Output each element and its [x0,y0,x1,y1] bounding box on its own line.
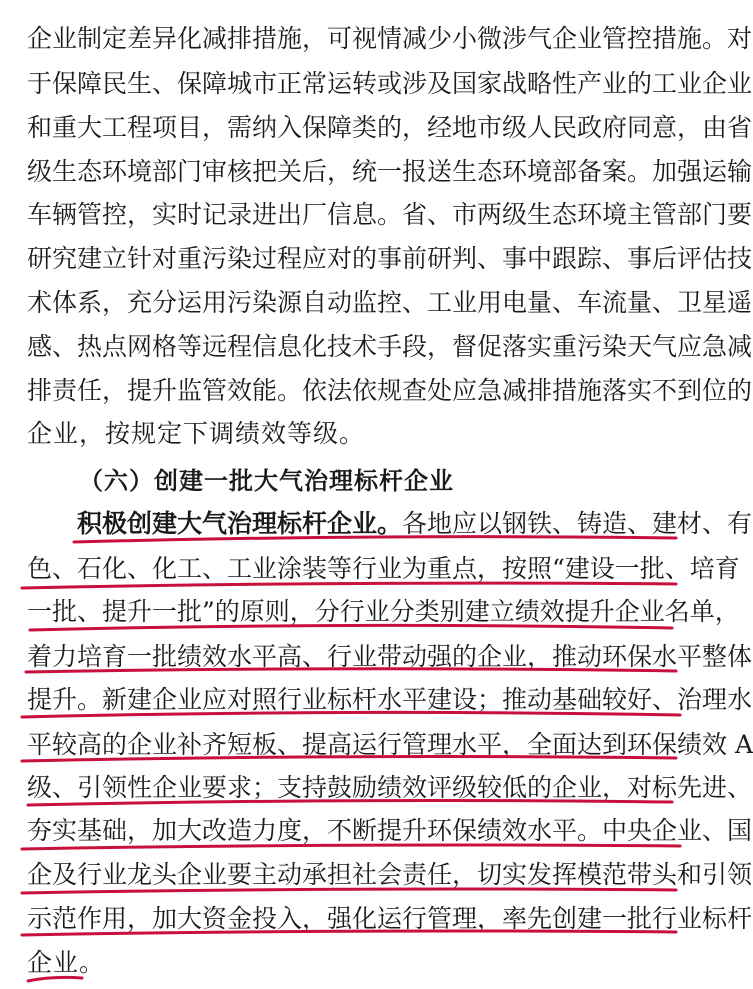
body-text-line: 术体系，充分运用污染源自动监控、工业用电量、车流量、卫星遥 [27,288,753,317]
body-text-line: 提升。新建企业应对照行业标杆水平建设；推动基础较好、治理水 [27,685,753,714]
body-text-line: 车辆管控，实时记录进出厂信息。省、市两级生态环境主管部门要 [27,200,753,229]
lead-sentence: 积极创建大气治理标杆企业。 [77,509,403,538]
body-text-line: 于保障民生、保障城市正常运转或涉及国家战略性产业的工业企业 [27,69,753,98]
body-text-line: 夯实基础，加大改造力度，不断提升环保绩效水平。中央企业、国 [27,816,753,845]
body-text-line: 企及行业龙头企业要主动承担社会责任，切实发挥模范带头和引领 [27,860,753,889]
body-text-line: 示范作用，加大资金投入，强化运行管理，率先创建一批行业标杆 [27,904,753,933]
body-text-line: 企业，按规定下调绩效等级。 [27,419,366,448]
body-text-line: 色、石化、化工、工业涂装等行业为重点，按照“建设一批、培育 [27,554,740,583]
body-text-line: 平较高的企业补齐短板、提高运行管理水平，全面达到环保绩效 A [27,730,753,759]
body-text-line: 企业。 [27,948,106,977]
body-text-line: 排责任，提升监管效能。依法依规查处应急减排措施落实不到位的 [27,376,753,405]
body-text-line: 感、热点网格等远程信息化技术手段，督促落实重污染天气应急减 [27,332,753,361]
body-text-line: 一批、提升一批”的原则，分行业分类别建立绩效提升企业名单， [27,597,740,626]
body-text-line: 企业制定差异化减排措施，可视情减少小微涉气企业管控措施。对 [27,24,753,53]
body-text-line: 级生态环境部门审核把关后，统一报送生态环境部备案。加强运输 [27,157,753,186]
body-text-line: 着力培育一批绩效水平高、行业带动强的企业，推动环保水平整体 [27,642,753,671]
section-heading: （六）创建一批大气治理标杆企业 [79,467,454,495]
body-text-line: 和重大工程项目，需纳入保障类的，经地市级人民政府同意，由省 [27,113,753,142]
body-text-line: 级、引领性企业要求；支持鼓励绩效评级较低的企业，对标先进、 [27,773,753,802]
body-text-line-first [77,504,753,544]
first-line-rest: 各地应以钢铁、铸造、建材、有 [402,509,753,538]
body-text-line: 研究建立针对重污染过程应对的事前研判、事中跟踪、事后评估技 [27,244,753,273]
